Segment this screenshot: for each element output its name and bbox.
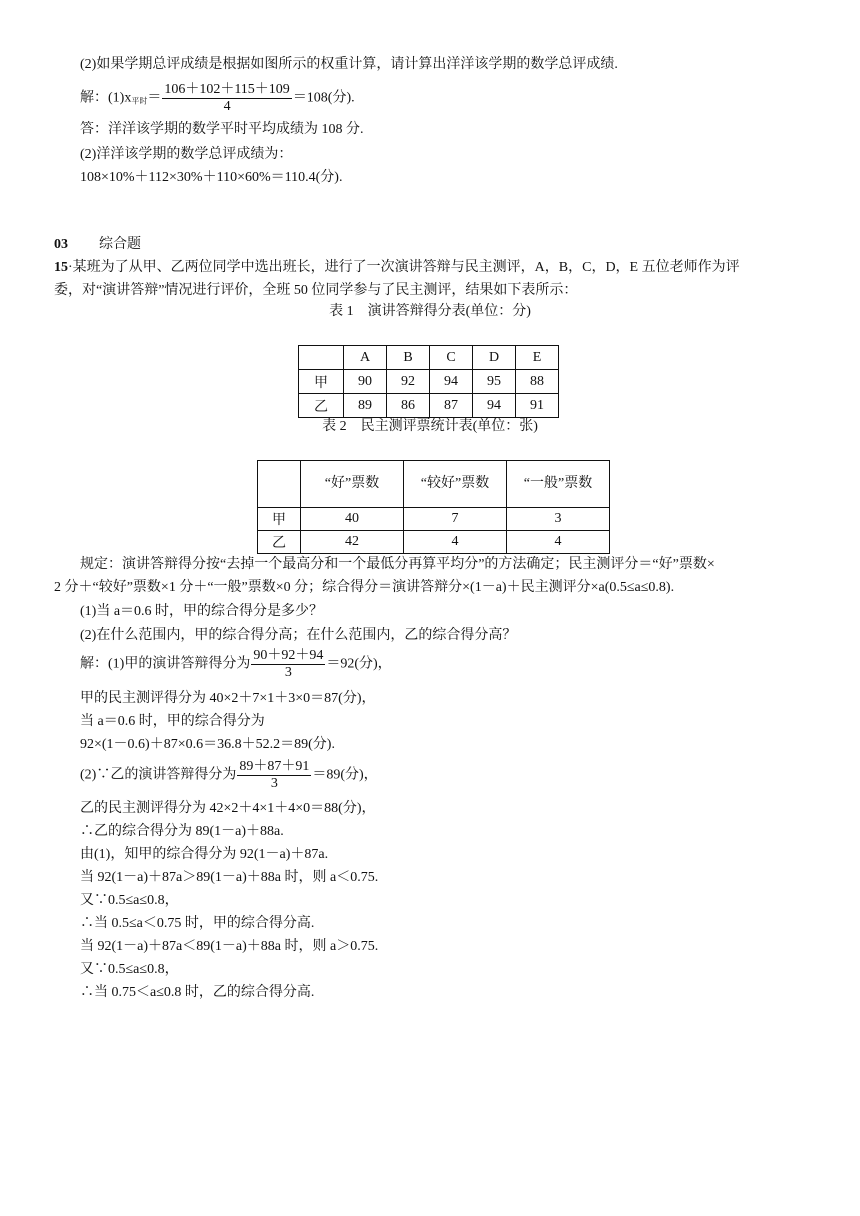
table-row-label: 乙	[299, 394, 344, 418]
table-cell: 7	[404, 508, 507, 531]
table-1-speech-scores	[298, 345, 559, 418]
solution-1-fraction	[162, 82, 291, 115]
solution-step-1-fraction	[251, 648, 325, 681]
table-cell: 87	[430, 394, 473, 418]
solution-step-3: 当 a＝0.6 时，甲的综合得分为	[80, 714, 265, 729]
table-cell: 91	[516, 394, 559, 418]
solution-step-5-result: ＝89(分)，	[312, 767, 378, 783]
fraction-denominator: 3	[270, 776, 278, 791]
table-cell: 89	[344, 394, 387, 418]
table-1-caption: 表 1 演讲答辩得分表(单位：分)	[329, 304, 531, 319]
table-row-label: 乙	[258, 531, 301, 554]
table-header-cell: “较好”票数	[404, 461, 507, 508]
solution-step-7: ∴乙的综合得分为 89(1－a)＋88a.	[80, 824, 284, 839]
section-title: 综合题	[99, 237, 141, 252]
question-2-text: (2)如果学期总评成绩是根据如图所示的权重计算，请计算出洋洋该学期的数学总评成绩.	[80, 57, 618, 72]
solution-step-5	[80, 759, 378, 792]
solution-1-denominator: 4	[223, 99, 231, 114]
table-cell	[299, 346, 344, 370]
solution-step-1-result: ＝92(分)，	[326, 656, 392, 672]
table-cell: 94	[430, 370, 473, 394]
problem-number: 15	[54, 260, 68, 275]
table-row	[258, 531, 610, 554]
table-cell: 40	[301, 508, 404, 531]
table-header-cell: B	[387, 346, 430, 370]
problem-statement-line-2: 委，对“演讲答辩”情况进行评价，全班 50 位同学参与了民主测评，结果如下表所示：	[54, 283, 578, 298]
table-header-cell: C	[430, 346, 473, 370]
table-row-label: 甲	[258, 508, 301, 531]
table-2-caption: 表 2 民主测评票统计表(单位：张)	[322, 419, 538, 434]
table-cell: 94	[473, 394, 516, 418]
table-row-label: 甲	[299, 370, 344, 394]
table-cell: 3	[507, 508, 610, 531]
table-cell: 92	[387, 370, 430, 394]
table-cell: 95	[473, 370, 516, 394]
solution-2-intro: (2)洋洋该学期的数学总评成绩为：	[80, 147, 293, 162]
solution-step-5-prefix: (2)∵乙的演讲答辩得分为	[80, 767, 237, 783]
solution-step-4: 92×(1－0.6)＋87×0.6＝36.8＋52.2＝89(分).	[80, 737, 335, 752]
table-row	[258, 508, 610, 531]
solution-step-12: 当 92(1－a)＋87a＜89(1－a)＋88a 时，则 a＞0.75.	[80, 939, 379, 954]
fraction-denominator: 3	[284, 665, 292, 680]
solution-1-prefix: 解：(1)x	[80, 90, 132, 106]
rule-line-1: 规定：演讲答辩得分按“去掉一个最高分和一个最低分再算平均分”的方法确定；民主测评分＝“好”票数×	[80, 557, 715, 572]
problem-statement-line-1	[54, 259, 740, 277]
table-row	[258, 461, 610, 508]
solution-1-numerator: 106＋102＋115＋109	[164, 82, 290, 97]
sub-question-1: (1)当 a＝0.6 时，甲的综合得分是多少？	[80, 604, 324, 619]
solution-step-13: 又∵0.5≤a≤0.8，	[80, 962, 179, 977]
fraction-numerator: 90＋92＋94	[253, 648, 324, 663]
answer-1-text: 答：洋洋该学期的数学平时平均成绩为 108 分.	[80, 122, 364, 137]
solution-step-1-prefix: 解：(1)甲的演讲答辩得分为	[80, 656, 251, 672]
solution-2-calculation: 108×10%＋112×30%＋110×60%＝110.4(分).	[80, 170, 343, 185]
table-row	[299, 370, 559, 394]
table-cell: 90	[344, 370, 387, 394]
table-header-cell: A	[344, 346, 387, 370]
solution-step-2: 甲的民主测评得分为 40×2＋7×1＋3×0＝87(分)，	[80, 691, 376, 706]
solution-1-subscript: 平时	[131, 96, 148, 106]
table-cell: 4	[507, 531, 610, 554]
solution-step-14: ∴当 0.75＜a≤0.8 时，乙的综合得分高.	[80, 985, 315, 1000]
table-cell: 86	[387, 394, 430, 418]
solution-step-1	[80, 648, 392, 681]
solution-1-formula	[80, 82, 355, 115]
table-cell: 88	[516, 370, 559, 394]
table-header-cell: “好”票数	[301, 461, 404, 508]
table-row	[299, 394, 559, 418]
table-cell	[258, 461, 301, 508]
section-number: 03	[54, 237, 68, 252]
table-row	[299, 346, 559, 370]
table-cell: 42	[301, 531, 404, 554]
solution-step-6: 乙的民主测评得分为 42×2＋4×1＋4×0＝88(分)，	[80, 801, 376, 816]
table-header-cell: “一般”票数	[507, 461, 610, 508]
solution-1-equals: ＝	[147, 90, 162, 106]
solution-step-9: 当 92(1－a)＋87a＞89(1－a)＋88a 时，则 a＜0.75.	[80, 870, 379, 885]
sub-question-2: (2)在什么范围内，甲的综合得分高；在什么范围内，乙的综合得分高？	[80, 628, 517, 643]
table-header-cell: D	[473, 346, 516, 370]
solution-step-8: 由(1)，知甲的综合得分为 92(1－a)＋87a.	[80, 847, 329, 862]
fraction-numerator: 89＋87＋91	[239, 759, 310, 774]
table-cell: 4	[404, 531, 507, 554]
rule-line-2: 2 分＋“较好”票数×1 分＋“一般”票数×0 分；综合得分＝演讲答辩分×(1－a)＋民主测评分×a(0.5≤a≤0.8).	[54, 580, 675, 595]
problem-line-1-text: ·某班为了从甲、乙两位同学中选出班长，进行了一次演讲答辩与民主测评，A，B，C，D，E 五位老师作为评	[68, 260, 740, 275]
table-2-vote-counts	[257, 460, 610, 554]
solution-step-5-fraction	[237, 759, 311, 792]
solution-1-result: ＝108(分).	[292, 90, 355, 106]
table-header-cell: E	[516, 346, 559, 370]
solution-step-10: 又∵0.5≤a≤0.8，	[80, 893, 179, 908]
solution-step-11: ∴当 0.5≤a＜0.75 时，甲的综合得分高.	[80, 916, 315, 931]
